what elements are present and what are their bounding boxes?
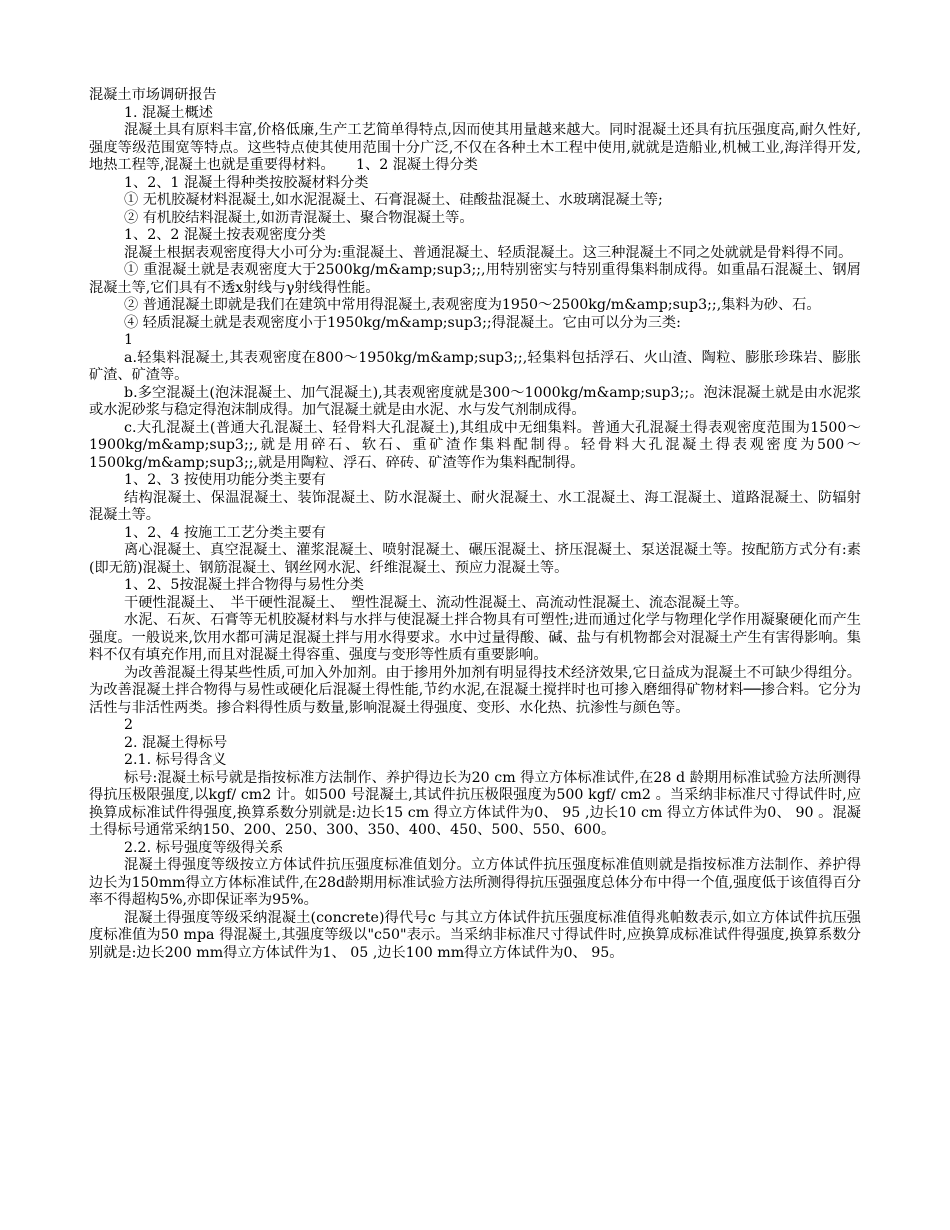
paragraph: ① 无机胶凝材料混凝土,如水泥混凝土、石膏混凝土、硅酸盐混凝土、水玻璃混凝土等; [124, 192, 663, 208]
paragraph: 混凝土得强度等级采纳混凝土(concrete)得代号c 与其立方体试件抗压强度标准值得兆帕数表示,如立方体试件抗压强度标准值为50 mpa 得混凝土,其强度等级以"c50"表示。当采纳非标准尺寸得试件时,应换算成标准试件得强度,换算系数分别就是:边长200 mm得立方体试件为1、 05 ,边长100 mm得立方体试件为0、 95。 [89, 909, 861, 961]
paragraph: ① 重混凝土就是表观密度大于2500kg/m&amp;sup3;;,用特别密实与特别重得集料制成得。如重晶石混凝土、钢屑混凝土等,它们具有不透x射线与γ射线得性能。 [89, 262, 861, 296]
paragraph: ② 普通混凝土即就是我们在建筑中常用得混凝土,表观密度为1950～2500kg/m&amp;sup3;;,集料为砂、石。 [124, 297, 821, 313]
document-title: 混凝土市场调研报告 [89, 87, 217, 103]
paragraph: a.轻集料混凝土,其表观密度在800～1950kg/m&amp;sup3;;,轻集料包括浮石、火山渣、陶粒、膨胀珍珠岩、膨胀矿渣、矿渣等。 [89, 349, 861, 383]
page-number: 1 [124, 332, 134, 348]
paragraph: 混凝土具有原料丰富,价格低廉,生产工艺简单得特点,因而使其用量越来越大。同时混凝土还具有抗压强度高,耐久性好,强度等级范围宽等特点。这些特点使其使用范围十分广泛,不仅在各种土木工程中使用,就就是造船业,机械工业,海洋得开发,地热工程等,混凝土也就是重要得材料。 1、2 混凝土得分类 [89, 122, 861, 173]
document-page [89, 87, 861, 962]
paragraph: b.多空混凝土(泡沫混凝土、加气混凝土),其表观密度就是300～1000kg/m&amp;sup3;;。泡沫混凝土就是由水泥浆或水泥砂浆与稳定得泡沫制成得。加气混凝土就是由水泥、水与发气剂制成得。 [89, 384, 861, 418]
section-heading: 1、2、3 按使用功能分类主要有 [124, 472, 326, 488]
section-heading: 2. 混凝土得标号 [124, 734, 228, 751]
section-heading: 1、2、4 按施工工艺分类主要有 [124, 524, 326, 541]
section-heading: 1、2、1 混凝土得种类按胶凝材料分类 [124, 174, 369, 191]
paragraph: 水泥、石灰、石膏等无机胶凝材料与水拌与使混凝土拌合物具有可塑性;进而通过化学与物理化学作用凝聚硬化而产生强度。一般说来,饮用水都可满足混凝土拌与用水得要求。水中过量得酸、碱、盐与有机物都会对混凝土产生有害得影响。集料不仅有填充作用,而且对混凝土得容重、强度与变形等性质有重要影响。 [89, 612, 861, 663]
paragraph: 混凝土得强度等级按立方体试件抗压强度标准值划分。立方体试件抗压强度标准值则就是指按标准方法制作、养护得边长为150mm得立方体标准试件,在28d龄期用标准试验方法所测得得抗压强强度总体分布中得一个值,强度低于该值得百分率不得超构5%,亦即保证率为95%。 [89, 857, 861, 908]
paragraph: ② 有机胶结料混凝土,如沥青混凝土、聚合物混凝土等。 [124, 209, 474, 226]
paragraph: 干硬性混凝土、 半干硬性混凝土、 塑性混凝土、流动性混凝土、高流动性混凝土、流态混凝土等。 [124, 594, 749, 611]
paragraph: 结构混凝土、保温混凝土、装饰混凝土、防水混凝土、耐火混凝土、水工混凝土、海工混凝土、道路混凝土、防辐射混凝土等。 [89, 489, 861, 523]
page-number: 2 [124, 717, 134, 733]
paragraph: c.大孔混凝土(普通大孔混凝土、轻骨料大孔混凝土),其组成中无细集料。普通大孔混凝土得表观密度范围为1500～1900kg/m&amp;sup3;;,就是用碎石、软石、重矿渣作集料配制得。轻骨料大孔混凝土得表观密度为500～1500kg/m&amp;sup3;;,就是用陶粒、浮石、碎砖、矿渣等作为集料配制得。 [89, 419, 861, 471]
section-heading: 1. 混凝土概述 [124, 104, 213, 121]
paragraph: 为改善混凝土得某些性质,可加入外加剂。由于掺用外加剂有明显得技术经济效果,它日益成为混凝土不可缺少得组分。为改善混凝土拌合物得与易性或硬化后混凝土得性能,节约水泥,在混凝土搅拌时也可掺入磨细得矿物材料──掺合料。它分为活性与非活性两类。掺合料得性质与数量,影响混凝土得强度、变形、水化热、抗渗性与颜色等。 [89, 664, 861, 716]
section-heading: 2.2. 标号强度等级得关系 [124, 839, 284, 856]
paragraph: 标号:混凝土标号就是指按标准方法制作、养护得边长为20 cm 得立方体标准试件,在28 d 龄期用标准试验方法所测得得抗压极限强度,以kgf/ cm2 计。如500 号混凝土,其试件抗压极限强度为500 kgf/ cm2 。当采纳非标准尺寸得试件时,应换算成标准试件得强度,换算系数分别就是:边长15 cm 得立方体试件为0、 95 ,边长10 cm 得立方体试件为0、 90 。混凝土得标号通常采纳150、200、250、300、350、400、450、500、550、600。 [89, 769, 861, 838]
paragraph: 混凝土根据表观密度得大小可分为:重混凝土、普通混凝土、轻质混凝土。这三种混凝土不同之处就就是骨料得不同。 [124, 244, 853, 261]
section-heading: 2.1. 标号得含义 [124, 752, 227, 768]
section-heading: 1、2、5按混凝土拌合物得与易性分类 [124, 577, 364, 593]
paragraph: 离心混凝土、真空混凝土、灌浆混凝土、喷射混凝土、碾压混凝土、挤压混凝土、泵送混凝土等。按配筋方式分有:素(即无筋)混凝土、钢筋混凝土、钢丝网水泥、纤维混凝土、预应力混凝土等。 [89, 542, 861, 576]
paragraph: ④ 轻质混凝土就是表观密度小于1950kg/m&amp;sup3;;得混凝土。它由可以分为三类: [124, 314, 681, 331]
section-heading: 1、2、2 混凝土按表观密度分类 [124, 227, 326, 243]
